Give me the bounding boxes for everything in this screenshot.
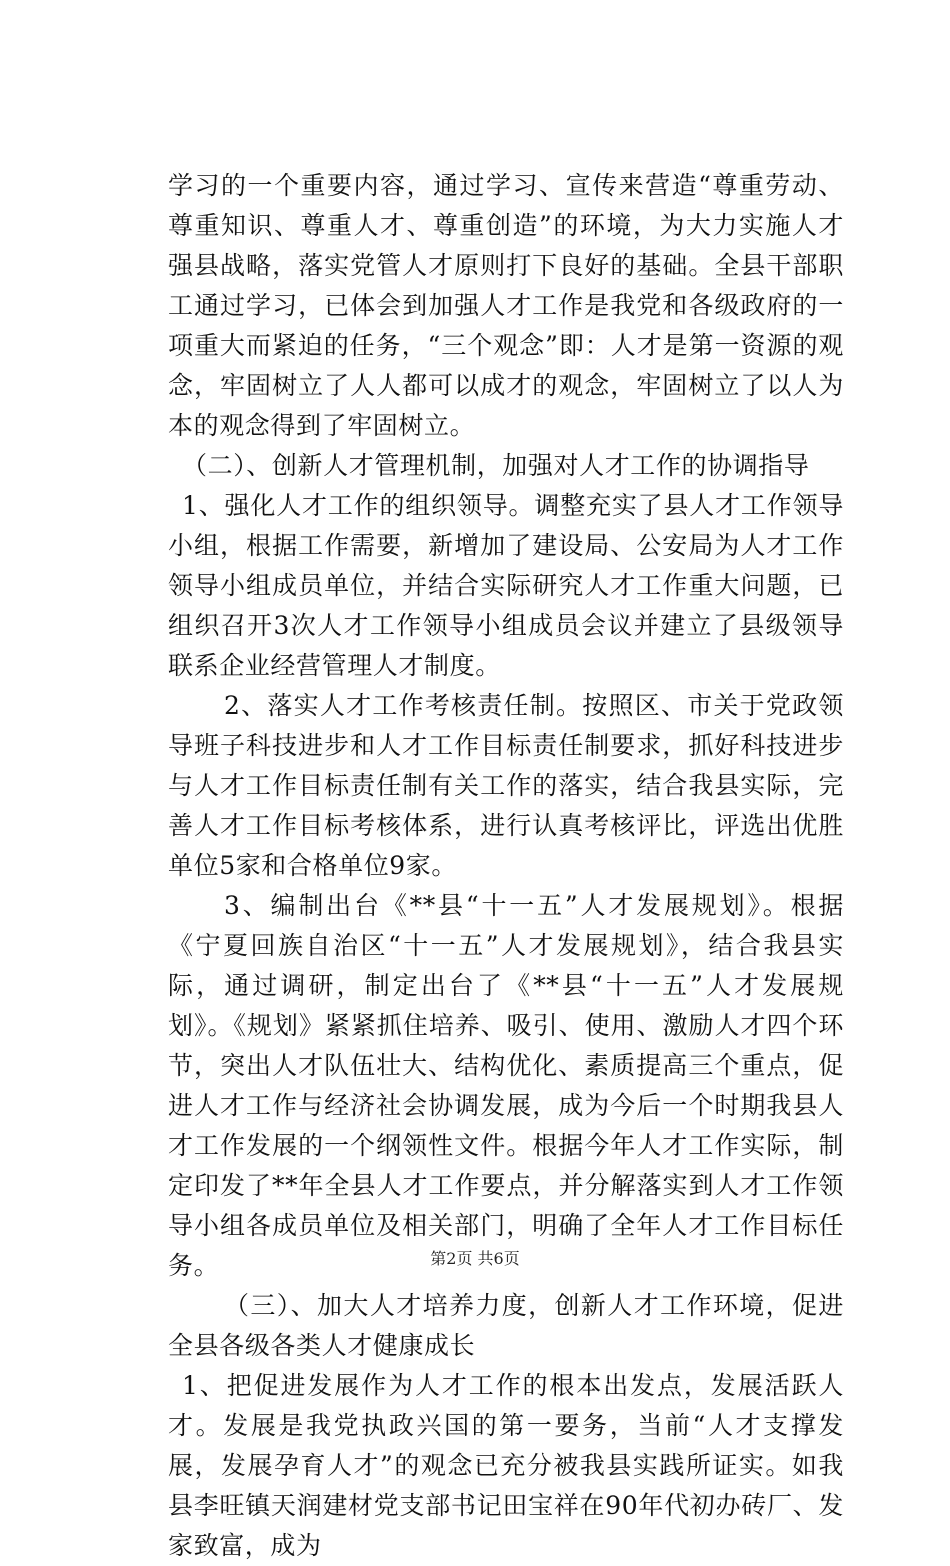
paragraph-section3-item-1: 1、把促进发展作为人才工作的根本出发点，发展活跃人才。发展是我党执政兴国的第一要务，当前“人才支撑发展，发展孕育人才”的观念已充分被我县实践所证实。如我县李旺镇天润建材党支部书记田宝祥在90年代初办砖厂、发家致富，成为: [168, 1371, 844, 1560]
paragraph-item-2: 2、落实人才工作考核责任制。按照区、市关于党政领导班子科技进步和人才工作目标责任制要求，抓好科技进步与人才工作目标责任制有关工作的落实，结合我县实际，完善人才工作目标考核体系，进行认真考核评比，评选出优胜单位5家和合格单位9家。: [168, 691, 844, 880]
paragraph-continuation: 学习的一个重要内容，通过学习、宣传来营造“尊重劳动、尊重知识、尊重人才、尊重创造”的环境，为大力实施人才强县战略，落实党管人才原则打下良好的基础。全县干部职工通过学习，已体会到加强人才工作是我党和各级政府的一项重大而紧迫的任务，“三个观念”即：人才是第一资源的观念，牢固树立了人人都可以成才的观念，牢固树立了以人为本的观念得到了牢固树立。: [168, 171, 844, 440]
page-footer: 第2页 共6页: [430, 1249, 520, 1268]
section-heading-three: （三）、加大人才培养力度，创新人才工作环境，促进全县各级各类人才健康成长: [168, 1291, 844, 1360]
paragraph-item-3: 3、编制出台《**县“十一五”人才发展规划》。根据《宁夏回族自治区“十一五”人才发展规划》，结合我县实际，通过调研，制定出台了《**县“十一五”人才发展规划》。《规划》紧紧抓住培养、吸引、使用、激励人才四个环节，突出人才队伍壮大、结构优化、素质提高三个重点，促进人才工作与经济社会协调发展，成为今后一个时期我县人才工作发展的一个纲领性文件。根据今年人才工作实际，制定印发了**年全县人才工作要点，并分解落实到人才工作领导小组各成员单位及相关部门，明确了全年人才工作目标任务。: [168, 891, 844, 1280]
paragraph-item-1: 1、强化人才工作的组织领导。调整充实了县人才工作领导小组，根据工作需要，新增加了建设局、公安局为人才工作领导小组成员单位，并结合实际研究人才工作重大问题，已组织召开3次人才工作领导小组成员会议并建立了县级领导联系企业经营管理人才制度。: [168, 491, 844, 680]
document-body: [168, 166, 844, 1566]
section-heading-two: （二）、创新人才管理机制，加强对人才工作的协调指导: [182, 451, 810, 480]
